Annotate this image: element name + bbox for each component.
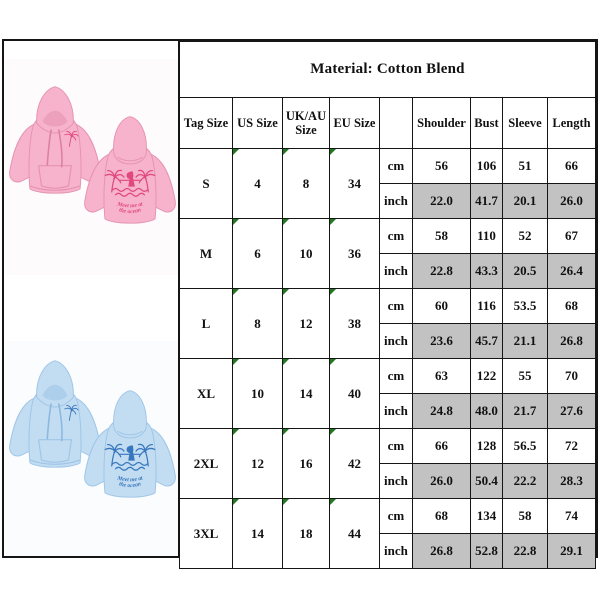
- cell-cm-sleeve-M: 52: [502, 219, 547, 254]
- cell-unit-inch-M: inch: [379, 254, 412, 289]
- autofill-flag-triangle: [283, 359, 289, 365]
- autofill-flag-triangle: [233, 149, 239, 155]
- cell-us-size-M: 6: [232, 219, 282, 289]
- autofill-flag-triangle: [283, 219, 289, 225]
- cell-inch-bust-M: 43.3: [470, 254, 502, 289]
- cell-cm-shoulder-XL: 63: [412, 359, 470, 394]
- cell-inch-shoulder-L: 23.6: [412, 324, 470, 359]
- cell-ukau-size-3XL: 18: [282, 499, 329, 569]
- cell-cm-length-M: 67: [547, 219, 595, 254]
- cell-cm-bust-2XL: 128: [470, 429, 502, 464]
- header-bust: Bust: [470, 98, 502, 149]
- cell-inch-bust-XL: 48.0: [470, 394, 502, 429]
- cell-cm-sleeve-S: 51: [502, 149, 547, 184]
- cell-ukau-size-XL: 14: [282, 359, 329, 429]
- cell-inch-bust-L: 45.7: [470, 324, 502, 359]
- cell-cm-sleeve-XL: 55: [502, 359, 547, 394]
- cell-cm-bust-M: 110: [470, 219, 502, 254]
- autofill-flag-triangle: [283, 149, 289, 155]
- product-photo-blue-hoodie: [5, 341, 179, 556]
- size-chart-column: [179, 41, 596, 556]
- autofill-flag-triangle: [330, 499, 336, 505]
- cell-inch-bust-S: 41.7: [470, 184, 502, 219]
- cell-eu-size-M: 36: [329, 219, 379, 289]
- autofill-flag-triangle: [330, 289, 336, 295]
- cell-inch-bust-2XL: 50.4: [470, 464, 502, 499]
- cell-ukau-size-M: 10: [282, 219, 329, 289]
- header-unit: [379, 98, 412, 149]
- header-eu-size: EU Size: [329, 98, 379, 149]
- size-chart-table: [179, 41, 596, 569]
- size-row-L-cm: [179, 289, 595, 324]
- header-sleeve: Sleeve: [502, 98, 547, 149]
- cell-cm-shoulder-S: 56: [412, 149, 470, 184]
- column-header-row: [179, 98, 595, 149]
- cell-cm-shoulder-L: 60: [412, 289, 470, 324]
- cell-us-size-XL: 10: [232, 359, 282, 429]
- hoodie-back-view: [77, 383, 179, 508]
- cell-inch-shoulder-M: 22.8: [412, 254, 470, 289]
- material-header-row: [179, 42, 595, 98]
- cell-cm-length-S: 66: [547, 149, 595, 184]
- cell-tag-size-XL: XL: [179, 359, 232, 429]
- cell-cm-bust-L: 116: [470, 289, 502, 324]
- cell-us-size-S: 4: [232, 149, 282, 219]
- cell-unit-cm-S: cm: [379, 149, 412, 184]
- cell-cm-bust-S: 106: [470, 149, 502, 184]
- header-shoulder: Shoulder: [412, 98, 470, 149]
- autofill-flag-triangle: [330, 219, 336, 225]
- cell-cm-bust-XL: 122: [470, 359, 502, 394]
- cell-inch-sleeve-XL: 21.7: [502, 394, 547, 429]
- autofill-flag-triangle: [233, 429, 239, 435]
- autofill-flag-triangle: [233, 499, 239, 505]
- cell-inch-shoulder-2XL: 26.0: [412, 464, 470, 499]
- autofill-flag-triangle: [233, 359, 239, 365]
- cell-eu-size-3XL: 44: [329, 499, 379, 569]
- cell-cm-sleeve-2XL: 56.5: [502, 429, 547, 464]
- cell-inch-shoulder-XL: 24.8: [412, 394, 470, 429]
- material-title: Material: Cotton Blend: [179, 42, 595, 98]
- autofill-flag-triangle: [283, 289, 289, 295]
- hoodie-back-view: [77, 109, 179, 234]
- autofill-flag-triangle: [330, 149, 336, 155]
- cell-unit-inch-2XL: inch: [379, 464, 412, 499]
- product-photo-pink-hoodie: [5, 59, 179, 275]
- autofill-flag-triangle: [283, 499, 289, 505]
- cell-cm-length-XL: 70: [547, 359, 595, 394]
- cell-ukau-size-S: 8: [282, 149, 329, 219]
- cell-us-size-2XL: 12: [232, 429, 282, 499]
- header-tag-size: Tag Size: [179, 98, 232, 149]
- back-print-text-line2: the ocean: [118, 481, 142, 490]
- back-print-text-line2: the ocean: [118, 207, 142, 216]
- cell-inch-length-M: 26.4: [547, 254, 595, 289]
- header-length: Length: [547, 98, 595, 149]
- cell-unit-inch-S: inch: [379, 184, 412, 219]
- cell-ukau-size-L: 12: [282, 289, 329, 359]
- cell-tag-size-2XL: 2XL: [179, 429, 232, 499]
- cell-tag-size-M: M: [179, 219, 232, 289]
- cell-cm-shoulder-3XL: 68: [412, 499, 470, 534]
- cell-cm-bust-3XL: 134: [470, 499, 502, 534]
- cell-cm-shoulder-M: 58: [412, 219, 470, 254]
- autofill-flag-triangle: [283, 429, 289, 435]
- header-ukau-size: UK/AU Size: [282, 98, 329, 149]
- cell-unit-cm-2XL: cm: [379, 429, 412, 464]
- cell-eu-size-2XL: 42: [329, 429, 379, 499]
- cell-inch-shoulder-3XL: 26.8: [412, 534, 470, 569]
- cell-inch-sleeve-3XL: 22.8: [502, 534, 547, 569]
- cell-inch-shoulder-S: 22.0: [412, 184, 470, 219]
- product-images-column: [4, 41, 179, 556]
- autofill-flag-triangle: [330, 429, 336, 435]
- cell-us-size-L: 8: [232, 289, 282, 359]
- cell-eu-size-S: 34: [329, 149, 379, 219]
- autofill-flag-triangle: [330, 359, 336, 365]
- cell-inch-length-XL: 27.6: [547, 394, 595, 429]
- size-row-M-cm: [179, 219, 595, 254]
- cell-inch-sleeve-S: 20.1: [502, 184, 547, 219]
- cell-cm-length-L: 68: [547, 289, 595, 324]
- cell-inch-sleeve-2XL: 22.2: [502, 464, 547, 499]
- cell-unit-cm-XL: cm: [379, 359, 412, 394]
- autofill-flag-triangle: [233, 289, 239, 295]
- cell-cm-shoulder-2XL: 66: [412, 429, 470, 464]
- hood-back-flap: [114, 391, 147, 438]
- cell-eu-size-XL: 40: [329, 359, 379, 429]
- cell-unit-cm-M: cm: [379, 219, 412, 254]
- back-print-text-line1: Meet me at: [116, 475, 144, 484]
- autofill-flag-triangle: [233, 219, 239, 225]
- cell-inch-length-3XL: 29.1: [547, 534, 595, 569]
- cell-unit-inch-3XL: inch: [379, 534, 412, 569]
- cell-eu-size-L: 38: [329, 289, 379, 359]
- cell-inch-bust-3XL: 52.8: [470, 534, 502, 569]
- cell-tag-size-S: S: [179, 149, 232, 219]
- cell-inch-sleeve-L: 21.1: [502, 324, 547, 359]
- cell-unit-cm-3XL: cm: [379, 499, 412, 534]
- cell-cm-sleeve-L: 53.5: [502, 289, 547, 324]
- cell-ukau-size-2XL: 16: [282, 429, 329, 499]
- cell-us-size-3XL: 14: [232, 499, 282, 569]
- cell-unit-inch-L: inch: [379, 324, 412, 359]
- size-row-XL-cm: [179, 359, 595, 394]
- size-row-3XL-cm: [179, 499, 595, 534]
- size-table-body: [179, 149, 595, 569]
- size-row-2XL-cm: [179, 429, 595, 464]
- size-row-S-cm: [179, 149, 595, 184]
- cell-cm-sleeve-3XL: 58: [502, 499, 547, 534]
- header-us-size: US Size: [232, 98, 282, 149]
- cell-inch-sleeve-M: 20.5: [502, 254, 547, 289]
- cell-tag-size-3XL: 3XL: [179, 499, 232, 569]
- cell-inch-length-L: 26.8: [547, 324, 595, 359]
- chart-panel: [2, 39, 598, 558]
- back-print-text-line1: Meet me at: [116, 201, 144, 210]
- cell-unit-inch-XL: inch: [379, 394, 412, 429]
- cell-inch-length-2XL: 28.3: [547, 464, 595, 499]
- cell-inch-length-S: 26.0: [547, 184, 595, 219]
- cell-cm-length-3XL: 74: [547, 499, 595, 534]
- cell-unit-cm-L: cm: [379, 289, 412, 324]
- hood-back-flap: [114, 117, 147, 164]
- cell-cm-length-2XL: 72: [547, 429, 595, 464]
- cell-tag-size-L: L: [179, 289, 232, 359]
